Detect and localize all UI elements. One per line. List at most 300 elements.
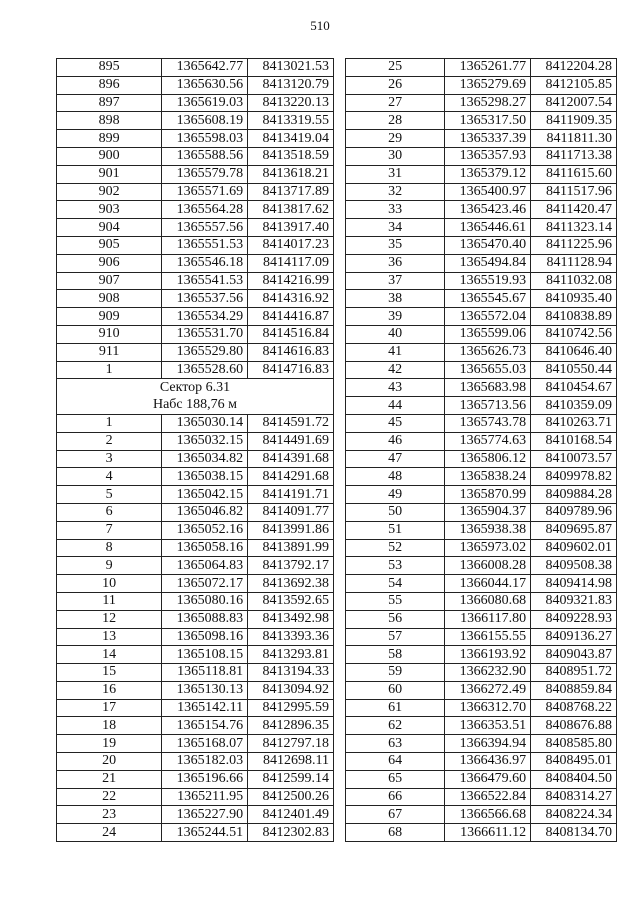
left-coordinates-table <box>56 58 334 842</box>
x-coordinate-cell: 1365870.99 <box>445 486 531 504</box>
table-row <box>346 503 617 521</box>
y-coordinate-cell: 8413792.17 <box>248 557 334 575</box>
y-coordinate-cell: 8410454.67 <box>531 379 617 397</box>
table-row <box>346 361 617 379</box>
table-row <box>346 646 617 664</box>
right-coordinates-table <box>345 58 617 842</box>
table-row <box>57 432 334 450</box>
table-row <box>57 503 334 521</box>
table-row <box>57 219 334 237</box>
point-number-cell: 14 <box>57 646 162 664</box>
x-coordinate-cell: 1365154.76 <box>162 717 248 735</box>
table-row <box>346 130 617 148</box>
y-coordinate-cell: 8411225.96 <box>531 236 617 254</box>
x-coordinate-cell: 1365423.46 <box>445 201 531 219</box>
y-coordinate-cell: 8409695.87 <box>531 521 617 539</box>
table-row <box>346 165 617 183</box>
table-row <box>57 290 334 308</box>
table-row <box>346 290 617 308</box>
point-number-cell: 41 <box>346 343 445 361</box>
x-coordinate-cell: 1365072.17 <box>162 575 248 593</box>
x-coordinate-cell: 1366312.70 <box>445 699 531 717</box>
x-coordinate-cell: 1365774.63 <box>445 432 531 450</box>
table-row <box>57 592 334 610</box>
y-coordinate-cell: 8414591.72 <box>248 414 334 432</box>
table-row <box>57 236 334 254</box>
table-row <box>346 824 617 842</box>
point-number-cell: 18 <box>57 717 162 735</box>
x-coordinate-cell: 1365196.66 <box>162 770 248 788</box>
x-coordinate-cell: 1365142.11 <box>162 699 248 717</box>
point-number-cell: 12 <box>57 610 162 628</box>
y-coordinate-cell: 8408404.50 <box>531 770 617 788</box>
x-coordinate-cell: 1365938.38 <box>445 521 531 539</box>
table-row <box>346 379 617 397</box>
point-number-cell: 67 <box>346 806 445 824</box>
y-coordinate-cell: 8413393.36 <box>248 628 334 646</box>
y-coordinate-cell: 8411713.38 <box>531 147 617 165</box>
y-coordinate-cell: 8410838.89 <box>531 308 617 326</box>
table-row <box>57 450 334 468</box>
table-row <box>57 770 334 788</box>
point-number-cell: 10 <box>57 575 162 593</box>
y-coordinate-cell: 8413293.81 <box>248 646 334 664</box>
section-title-row <box>57 379 334 397</box>
page-number: 510 <box>310 18 330 33</box>
y-coordinate-cell: 8408768.22 <box>531 699 617 717</box>
point-number-cell: 56 <box>346 610 445 628</box>
point-number-cell: 896 <box>57 76 162 94</box>
point-number-cell: 65 <box>346 770 445 788</box>
point-number-cell: 907 <box>57 272 162 290</box>
point-number-cell: 49 <box>346 486 445 504</box>
y-coordinate-cell: 8409978.82 <box>531 468 617 486</box>
y-coordinate-cell: 8409414.98 <box>531 575 617 593</box>
x-coordinate-cell: 1365211.95 <box>162 788 248 806</box>
x-coordinate-cell: 1366522.84 <box>445 788 531 806</box>
y-coordinate-cell: 8410263.71 <box>531 414 617 432</box>
table-row <box>346 717 617 735</box>
x-coordinate-cell: 1365182.03 <box>162 753 248 771</box>
point-number-cell: 908 <box>57 290 162 308</box>
x-coordinate-cell: 1366080.68 <box>445 592 531 610</box>
y-coordinate-cell: 8412995.59 <box>248 699 334 717</box>
x-coordinate-cell: 1365118.81 <box>162 664 248 682</box>
point-number-cell: 29 <box>346 130 445 148</box>
point-number-cell: 47 <box>346 450 445 468</box>
table-row <box>57 343 334 361</box>
y-coordinate-cell: 8413492.98 <box>248 610 334 628</box>
table-row <box>57 557 334 575</box>
x-coordinate-cell: 1365064.83 <box>162 557 248 575</box>
table-row <box>57 361 334 379</box>
x-coordinate-cell: 1365619.03 <box>162 94 248 112</box>
x-coordinate-cell: 1365541.53 <box>162 272 248 290</box>
y-coordinate-cell: 8412698.11 <box>248 753 334 771</box>
y-coordinate-cell: 8412797.18 <box>248 735 334 753</box>
point-number-cell: 25 <box>346 59 445 77</box>
y-coordinate-cell: 8414716.83 <box>248 361 334 379</box>
y-coordinate-cell: 8413220.13 <box>248 94 334 112</box>
x-coordinate-cell: 1365806.12 <box>445 450 531 468</box>
table-row <box>346 592 617 610</box>
table-row <box>57 130 334 148</box>
y-coordinate-cell: 8414191.71 <box>248 486 334 504</box>
point-number-cell: 903 <box>57 201 162 219</box>
x-coordinate-cell: 1365534.29 <box>162 308 248 326</box>
table-row <box>346 575 617 593</box>
x-coordinate-cell: 1365571.69 <box>162 183 248 201</box>
x-coordinate-cell: 1365046.82 <box>162 503 248 521</box>
point-number-cell: 58 <box>346 646 445 664</box>
y-coordinate-cell: 8409136.27 <box>531 628 617 646</box>
point-number-cell: 8 <box>57 539 162 557</box>
table-row <box>346 468 617 486</box>
point-number-cell: 62 <box>346 717 445 735</box>
x-coordinate-cell: 1365168.07 <box>162 735 248 753</box>
y-coordinate-cell: 8413692.38 <box>248 575 334 593</box>
x-coordinate-cell: 1365579.78 <box>162 165 248 183</box>
point-number-cell: 22 <box>57 788 162 806</box>
table-row <box>57 201 334 219</box>
x-coordinate-cell: 1365098.16 <box>162 628 248 646</box>
y-coordinate-cell: 8414316.92 <box>248 290 334 308</box>
y-coordinate-cell: 8408224.34 <box>531 806 617 824</box>
x-coordinate-cell: 1365655.03 <box>445 361 531 379</box>
table-row <box>346 432 617 450</box>
point-number-cell: 28 <box>346 112 445 130</box>
table-row <box>346 147 617 165</box>
table-row <box>57 699 334 717</box>
table-row <box>346 76 617 94</box>
x-coordinate-cell: 1365470.40 <box>445 236 531 254</box>
y-coordinate-cell: 8413891.99 <box>248 539 334 557</box>
point-number-cell: 1 <box>57 414 162 432</box>
x-coordinate-cell: 1365400.97 <box>445 183 531 201</box>
point-number-cell: 44 <box>346 397 445 415</box>
y-coordinate-cell: 8412599.14 <box>248 770 334 788</box>
table-row <box>346 414 617 432</box>
table-row <box>346 183 617 201</box>
x-coordinate-cell: 1365838.24 <box>445 468 531 486</box>
y-coordinate-cell: 8412302.83 <box>248 824 334 842</box>
y-coordinate-cell: 8413319.55 <box>248 112 334 130</box>
y-coordinate-cell: 8414491.69 <box>248 432 334 450</box>
point-number-cell: 902 <box>57 183 162 201</box>
x-coordinate-cell: 1366155.55 <box>445 628 531 646</box>
x-coordinate-cell: 1365545.67 <box>445 290 531 308</box>
x-coordinate-cell: 1365564.28 <box>162 201 248 219</box>
table-row <box>57 147 334 165</box>
y-coordinate-cell: 8413021.53 <box>248 59 334 77</box>
point-number-cell: 42 <box>346 361 445 379</box>
point-number-cell: 21 <box>57 770 162 788</box>
y-coordinate-cell: 8411517.96 <box>531 183 617 201</box>
x-coordinate-cell: 1365317.50 <box>445 112 531 130</box>
point-number-cell: 63 <box>346 735 445 753</box>
y-coordinate-cell: 8409508.38 <box>531 557 617 575</box>
table-row <box>346 308 617 326</box>
point-number-cell: 909 <box>57 308 162 326</box>
table-row <box>346 59 617 77</box>
x-coordinate-cell: 1365030.14 <box>162 414 248 432</box>
point-number-cell: 57 <box>346 628 445 646</box>
table-row <box>346 112 617 130</box>
y-coordinate-cell: 8413991.86 <box>248 521 334 539</box>
x-coordinate-cell: 1365080.16 <box>162 592 248 610</box>
table-row <box>57 272 334 290</box>
y-coordinate-cell: 8413419.04 <box>248 130 334 148</box>
y-coordinate-cell: 8412105.85 <box>531 76 617 94</box>
y-coordinate-cell: 8412896.35 <box>248 717 334 735</box>
y-coordinate-cell: 8410073.57 <box>531 450 617 468</box>
table-row <box>346 770 617 788</box>
point-number-cell: 55 <box>346 592 445 610</box>
x-coordinate-cell: 1365531.70 <box>162 325 248 343</box>
table-row <box>346 628 617 646</box>
point-number-cell: 905 <box>57 236 162 254</box>
table-row <box>346 325 617 343</box>
table-row <box>57 753 334 771</box>
point-number-cell: 26 <box>346 76 445 94</box>
point-number-cell: 19 <box>57 735 162 753</box>
point-number-cell: 895 <box>57 59 162 77</box>
y-coordinate-cell: 8413592.65 <box>248 592 334 610</box>
y-coordinate-cell: 8409884.28 <box>531 486 617 504</box>
table-row <box>346 486 617 504</box>
point-number-cell: 15 <box>57 664 162 682</box>
table-row <box>346 272 617 290</box>
y-coordinate-cell: 8412007.54 <box>531 94 617 112</box>
table-row <box>57 76 334 94</box>
x-coordinate-cell: 1365298.27 <box>445 94 531 112</box>
x-coordinate-cell: 1365572.04 <box>445 308 531 326</box>
point-number-cell: 13 <box>57 628 162 646</box>
x-coordinate-cell: 1366008.28 <box>445 557 531 575</box>
x-coordinate-cell: 1365743.78 <box>445 414 531 432</box>
point-number-cell: 36 <box>346 254 445 272</box>
x-coordinate-cell: 1366479.60 <box>445 770 531 788</box>
point-number-cell: 43 <box>346 379 445 397</box>
x-coordinate-cell: 1365088.83 <box>162 610 248 628</box>
x-coordinate-cell: 1365537.56 <box>162 290 248 308</box>
y-coordinate-cell: 8413817.62 <box>248 201 334 219</box>
table-row <box>57 717 334 735</box>
y-coordinate-cell: 8411909.35 <box>531 112 617 130</box>
y-coordinate-cell: 8408314.27 <box>531 788 617 806</box>
table-row <box>346 397 617 415</box>
y-coordinate-cell: 8408134.70 <box>531 824 617 842</box>
x-coordinate-cell: 1365630.56 <box>162 76 248 94</box>
table-row <box>346 219 617 237</box>
x-coordinate-cell: 1365108.15 <box>162 646 248 664</box>
point-number-cell: 910 <box>57 325 162 343</box>
point-number-cell: 35 <box>346 236 445 254</box>
table-row <box>346 610 617 628</box>
y-coordinate-cell: 8411615.60 <box>531 165 617 183</box>
x-coordinate-cell: 1366394.94 <box>445 735 531 753</box>
y-coordinate-cell: 8410646.40 <box>531 343 617 361</box>
x-coordinate-cell: 1366611.12 <box>445 824 531 842</box>
x-coordinate-cell: 1365244.51 <box>162 824 248 842</box>
y-coordinate-cell: 8409789.96 <box>531 503 617 521</box>
table-row <box>57 610 334 628</box>
point-number-cell: 4 <box>57 468 162 486</box>
table-row <box>57 183 334 201</box>
x-coordinate-cell: 1365973.02 <box>445 539 531 557</box>
point-number-cell: 901 <box>57 165 162 183</box>
y-coordinate-cell: 8413094.92 <box>248 681 334 699</box>
point-number-cell: 32 <box>346 183 445 201</box>
x-coordinate-cell: 1365379.12 <box>445 165 531 183</box>
table-row <box>57 628 334 646</box>
table-row <box>346 735 617 753</box>
point-number-cell: 33 <box>346 201 445 219</box>
x-coordinate-cell: 1365446.61 <box>445 219 531 237</box>
point-number-cell: 904 <box>57 219 162 237</box>
y-coordinate-cell: 8408495.01 <box>531 753 617 771</box>
section-subtitle-row <box>57 397 334 415</box>
point-number-cell: 1 <box>57 361 162 379</box>
table-row <box>57 308 334 326</box>
point-number-cell: 7 <box>57 521 162 539</box>
point-number-cell: 911 <box>57 343 162 361</box>
x-coordinate-cell: 1365626.73 <box>445 343 531 361</box>
x-coordinate-cell: 1365337.39 <box>445 130 531 148</box>
point-number-cell: 9 <box>57 557 162 575</box>
point-number-cell: 5 <box>57 486 162 504</box>
x-coordinate-cell: 1365034.82 <box>162 450 248 468</box>
table-row <box>57 646 334 664</box>
x-coordinate-cell: 1366436.97 <box>445 753 531 771</box>
y-coordinate-cell: 8408585.80 <box>531 735 617 753</box>
x-coordinate-cell: 1365494.84 <box>445 254 531 272</box>
table-row <box>346 450 617 468</box>
table-row <box>57 681 334 699</box>
point-number-cell: 23 <box>57 806 162 824</box>
x-coordinate-cell: 1365038.15 <box>162 468 248 486</box>
point-number-cell: 66 <box>346 788 445 806</box>
y-coordinate-cell: 8413917.40 <box>248 219 334 237</box>
point-number-cell: 53 <box>346 557 445 575</box>
point-number-cell: 900 <box>57 147 162 165</box>
table-row <box>346 557 617 575</box>
y-coordinate-cell: 8411811.30 <box>531 130 617 148</box>
table-row <box>57 824 334 842</box>
x-coordinate-cell: 1365642.77 <box>162 59 248 77</box>
y-coordinate-cell: 8410359.09 <box>531 397 617 415</box>
table-row <box>57 788 334 806</box>
table-row <box>57 806 334 824</box>
table-row <box>346 254 617 272</box>
section-title: Сектор 6.31 <box>57 379 334 397</box>
point-number-cell: 37 <box>346 272 445 290</box>
table-row <box>57 94 334 112</box>
table-row <box>57 486 334 504</box>
point-number-cell: 31 <box>346 165 445 183</box>
y-coordinate-cell: 8411420.47 <box>531 201 617 219</box>
y-coordinate-cell: 8408951.72 <box>531 664 617 682</box>
table-row <box>57 521 334 539</box>
point-number-cell: 906 <box>57 254 162 272</box>
point-number-cell: 64 <box>346 753 445 771</box>
y-coordinate-cell: 8409228.93 <box>531 610 617 628</box>
y-coordinate-cell: 8414416.87 <box>248 308 334 326</box>
x-coordinate-cell: 1365683.98 <box>445 379 531 397</box>
point-number-cell: 59 <box>346 664 445 682</box>
x-coordinate-cell: 1365519.93 <box>445 272 531 290</box>
x-coordinate-cell: 1365557.56 <box>162 219 248 237</box>
point-number-cell: 3 <box>57 450 162 468</box>
y-coordinate-cell: 8408676.88 <box>531 717 617 735</box>
x-coordinate-cell: 1365227.90 <box>162 806 248 824</box>
y-coordinate-cell: 8413717.89 <box>248 183 334 201</box>
table-row <box>346 94 617 112</box>
x-coordinate-cell: 1365130.13 <box>162 681 248 699</box>
table-row <box>57 414 334 432</box>
x-coordinate-cell: 1365357.93 <box>445 147 531 165</box>
point-number-cell: 2 <box>57 432 162 450</box>
y-coordinate-cell: 8410935.40 <box>531 290 617 308</box>
x-coordinate-cell: 1365904.37 <box>445 503 531 521</box>
point-number-cell: 24 <box>57 824 162 842</box>
x-coordinate-cell: 1365546.18 <box>162 254 248 272</box>
point-number-cell: 45 <box>346 414 445 432</box>
table-row <box>346 699 617 717</box>
y-coordinate-cell: 8413194.33 <box>248 664 334 682</box>
x-coordinate-cell: 1365052.16 <box>162 521 248 539</box>
section-subtitle: Набс 188,76 м <box>57 397 334 415</box>
y-coordinate-cell: 8414516.84 <box>248 325 334 343</box>
x-coordinate-cell: 1365529.80 <box>162 343 248 361</box>
point-number-cell: 68 <box>346 824 445 842</box>
table-row <box>346 806 617 824</box>
y-coordinate-cell: 8410550.44 <box>531 361 617 379</box>
x-coordinate-cell: 1365528.60 <box>162 361 248 379</box>
x-coordinate-cell: 1365588.56 <box>162 147 248 165</box>
y-coordinate-cell: 8414117.09 <box>248 254 334 272</box>
y-coordinate-cell: 8411032.08 <box>531 272 617 290</box>
point-number-cell: 39 <box>346 308 445 326</box>
table-row <box>346 201 617 219</box>
point-number-cell: 51 <box>346 521 445 539</box>
x-coordinate-cell: 1365032.15 <box>162 432 248 450</box>
x-coordinate-cell: 1365261.77 <box>445 59 531 77</box>
table-row <box>346 236 617 254</box>
x-coordinate-cell: 1366353.51 <box>445 717 531 735</box>
point-number-cell: 898 <box>57 112 162 130</box>
x-coordinate-cell: 1365608.19 <box>162 112 248 130</box>
y-coordinate-cell: 8410168.54 <box>531 432 617 450</box>
table-row <box>57 325 334 343</box>
table-row <box>346 539 617 557</box>
table-row <box>57 664 334 682</box>
y-coordinate-cell: 8412500.26 <box>248 788 334 806</box>
x-coordinate-cell: 1365598.03 <box>162 130 248 148</box>
table-row <box>346 681 617 699</box>
point-number-cell: 20 <box>57 753 162 771</box>
table-row <box>57 735 334 753</box>
x-coordinate-cell: 1365599.06 <box>445 325 531 343</box>
x-coordinate-cell: 1365042.15 <box>162 486 248 504</box>
y-coordinate-cell: 8408859.84 <box>531 681 617 699</box>
table-row <box>346 521 617 539</box>
x-coordinate-cell: 1365551.53 <box>162 236 248 254</box>
point-number-cell: 11 <box>57 592 162 610</box>
y-coordinate-cell: 8414091.77 <box>248 503 334 521</box>
point-number-cell: 30 <box>346 147 445 165</box>
y-coordinate-cell: 8411323.14 <box>531 219 617 237</box>
